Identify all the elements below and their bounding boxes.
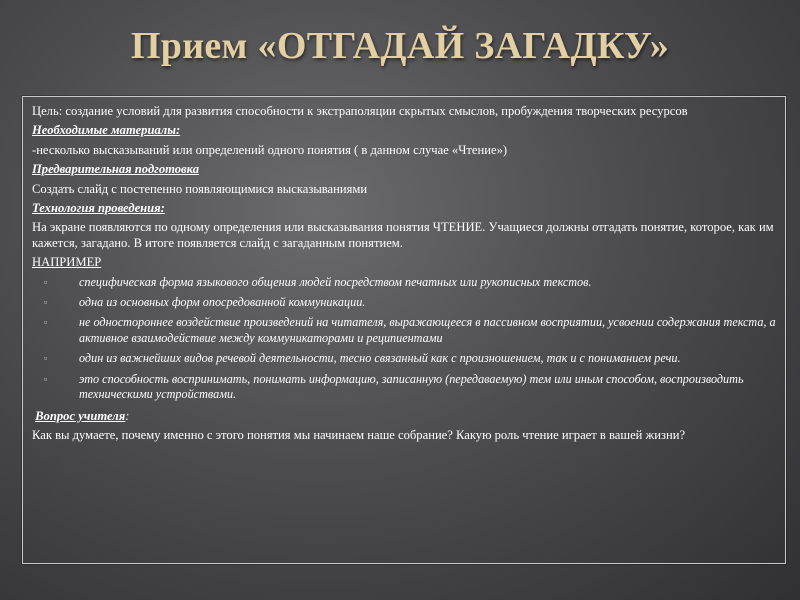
materials-text: -несколько высказываний или определений одного понятия ( в данном случае «Чтение»)	[32, 142, 508, 157]
teacher-question-heading: Вопрос учителя	[35, 408, 126, 423]
teacher-question-label	[32, 409, 777, 424]
bullet-icon: ▫	[44, 317, 48, 328]
list-item	[32, 351, 777, 366]
bullet-icon: ▫	[44, 297, 48, 308]
example-text: специфическая форма языкового общения людей посредством печатных или рукописных текстов.	[79, 274, 592, 289]
example-text: не одностороннее воздействие произведений на читателя, выражающееся в пассивном восприятии, усвоении содержания текста, а активное взаимодействие между коммуникаторами и реципиентами	[79, 315, 776, 345]
example-text: одна из основных форм опосредованной коммуникации.	[79, 295, 366, 310]
bullet-icon: ▫	[44, 373, 48, 384]
teacher-question-text: Как вы думаете, почему именно с этого понятия мы начинаем наше собрание? Какую роль чтение играет в вашей жизни?	[32, 427, 686, 442]
list-item	[32, 275, 777, 290]
bullet-icon: ▫	[44, 353, 48, 364]
examples-list	[32, 275, 777, 403]
technology-text: На экране появляются по одному определения или высказывания понятия ЧТЕНИЕ. Учащиеся должны отгадать понятие, которое, как им кажется, загадано. В итоге появляется слайд с загаданным понятием.	[32, 220, 774, 250]
bullet-icon: ▫	[44, 276, 48, 287]
content-box	[22, 96, 786, 564]
list-item	[32, 315, 777, 346]
goal-text: Цель: создание условий для развития способности к экстраполяции скрытых смыслов, пробуждения творческих ресурсов	[32, 104, 688, 118]
list-item	[32, 372, 777, 403]
example-text: это способность воспринимать, понимать информацию, записанную (передаваемую) тем или иным способом, воспроизводить техническими устройствами.	[79, 371, 744, 402]
example-heading: НАПРИМЕР	[32, 255, 102, 270]
teacher-question-colon: :	[125, 408, 130, 423]
technology-heading: Технология проведения:	[32, 201, 165, 216]
preparation-heading: Предварительная подготовка	[32, 162, 200, 177]
example-text: один из важнейших видов речевой деятельности, тесно связанный как с произношением, так и с пониманием речи.	[79, 351, 681, 366]
materials-heading: Необходимые материалы:	[32, 123, 181, 138]
slide-title: Прием «ОТГАДАЙ ЗАГАДКУ»	[130, 25, 670, 67]
preparation-text: Создать слайд с постепенно появляющимися высказываниями	[32, 181, 368, 196]
list-item	[32, 295, 777, 310]
